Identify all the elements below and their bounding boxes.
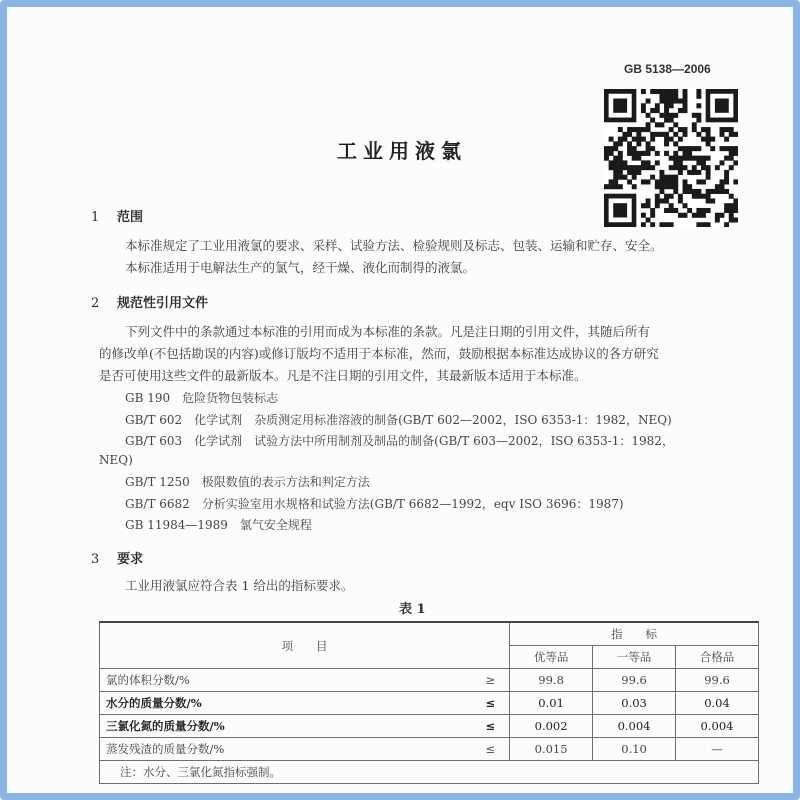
- cell-value: 99.6: [676, 669, 759, 692]
- cell-value: 0.004: [593, 715, 676, 738]
- reference-item: GB/T 603 化学试剂 试验方法中所用制剂及制品的制备(GB/T 603—2002，ISO 6353-1：1982，: [125, 434, 674, 448]
- row-name: 蒸发残渣的质量分数/%: [100, 738, 468, 761]
- cell-value: 0.04: [676, 692, 759, 715]
- section-title: 范围: [117, 210, 144, 225]
- paragraph: 下列文件中的条款通过本标准的引用而成为本标准的条款。凡是注日期的引用文件，其随后所有: [125, 324, 651, 339]
- table-row: [100, 692, 759, 715]
- paragraph: 是否可使用这些文件的最新版本。凡是不注日期的引用文件，其最新版本适用于本标准。: [99, 368, 587, 383]
- section-title: 规范性引用文件: [117, 296, 209, 311]
- row-name: 氯的体积分数/%: [100, 669, 468, 692]
- reference-item: GB/T 602 化学试剂 杂质测定用标准溶液的制备(GB/T 602—2002，ISO 6353-1：1982，NEQ): [125, 413, 672, 427]
- row-operator: ≤: [467, 692, 510, 715]
- cell-value: 0.004: [676, 715, 759, 738]
- cell-value: —: [676, 738, 759, 761]
- row-operator: ≤: [467, 715, 510, 738]
- section-title: 要求: [117, 552, 144, 567]
- paragraph: 本标准规定了工业用液氯的要求、采样、试验方法、检验规则及标志、包装、运输和贮存、安全。: [125, 238, 663, 253]
- document-title: 工业用液氯: [337, 139, 467, 163]
- table-row: [100, 669, 759, 692]
- index-header: 指 标: [510, 622, 759, 646]
- cell-value: 0.015: [510, 738, 593, 761]
- cell-value: 0.03: [593, 692, 676, 715]
- reference-item-continuation: NEQ): [99, 453, 133, 467]
- row-name: 三氯化氮的质量分数/%: [100, 715, 468, 738]
- section-number: 1: [91, 210, 100, 225]
- section-heading-requirements: [91, 548, 143, 567]
- reference-item: GB/T 6682 分析实验室用水规格和试验方法(GB/T 6682—1992，eqv ISO 3696：1987): [125, 497, 624, 511]
- paragraph: 的修改单(不包括勘误的内容)或修订版均不适用于本标准，然而，鼓励根据本标准达成协议的各方研究: [99, 346, 659, 361]
- cell-value: 99.6: [593, 669, 676, 692]
- table-note-row: [100, 761, 759, 784]
- table-row: [100, 715, 759, 738]
- section-number: 3: [91, 552, 100, 567]
- cell-value: 0.01: [510, 692, 593, 715]
- section-heading-normative-references: [91, 292, 208, 311]
- standard-code: GB 5138—2006: [624, 62, 711, 76]
- reference-item: GB 190 危险货物包装标志: [125, 391, 279, 405]
- section-heading-scope: [91, 206, 143, 225]
- section-number: 2: [91, 296, 100, 311]
- row-operator: ≥: [467, 669, 510, 692]
- specification-table: [99, 621, 759, 784]
- reference-item: GB 11984—1989 氯气安全规程: [125, 518, 312, 532]
- document-page: [7, 7, 793, 793]
- row-name: 水分的质量分数/%: [100, 692, 468, 715]
- table-row: [100, 738, 759, 761]
- paragraph: 工业用液氯应符合表 1 给出的指标要求。: [125, 578, 354, 593]
- item-header: 项 目: [100, 622, 510, 669]
- table-note: 注：水分、三氯化氮指标强制。: [100, 761, 759, 784]
- grade-header: 合格品: [676, 646, 759, 669]
- grade-header: 优等品: [510, 646, 593, 669]
- cell-value: 0.10: [593, 738, 676, 761]
- paragraph: 本标准适用于电解法生产的氯气，经干燥、液化而制得的液氯。: [125, 260, 476, 275]
- cell-value: 0.002: [510, 715, 593, 738]
- reference-item: GB/T 1250 极限数值的表示方法和判定方法: [125, 475, 370, 489]
- row-operator: ≤: [467, 738, 510, 761]
- table-caption: 表 1: [399, 602, 426, 617]
- grade-header: 一等品: [593, 646, 676, 669]
- qr-code-icon: [604, 89, 738, 227]
- cell-value: 99.8: [510, 669, 593, 692]
